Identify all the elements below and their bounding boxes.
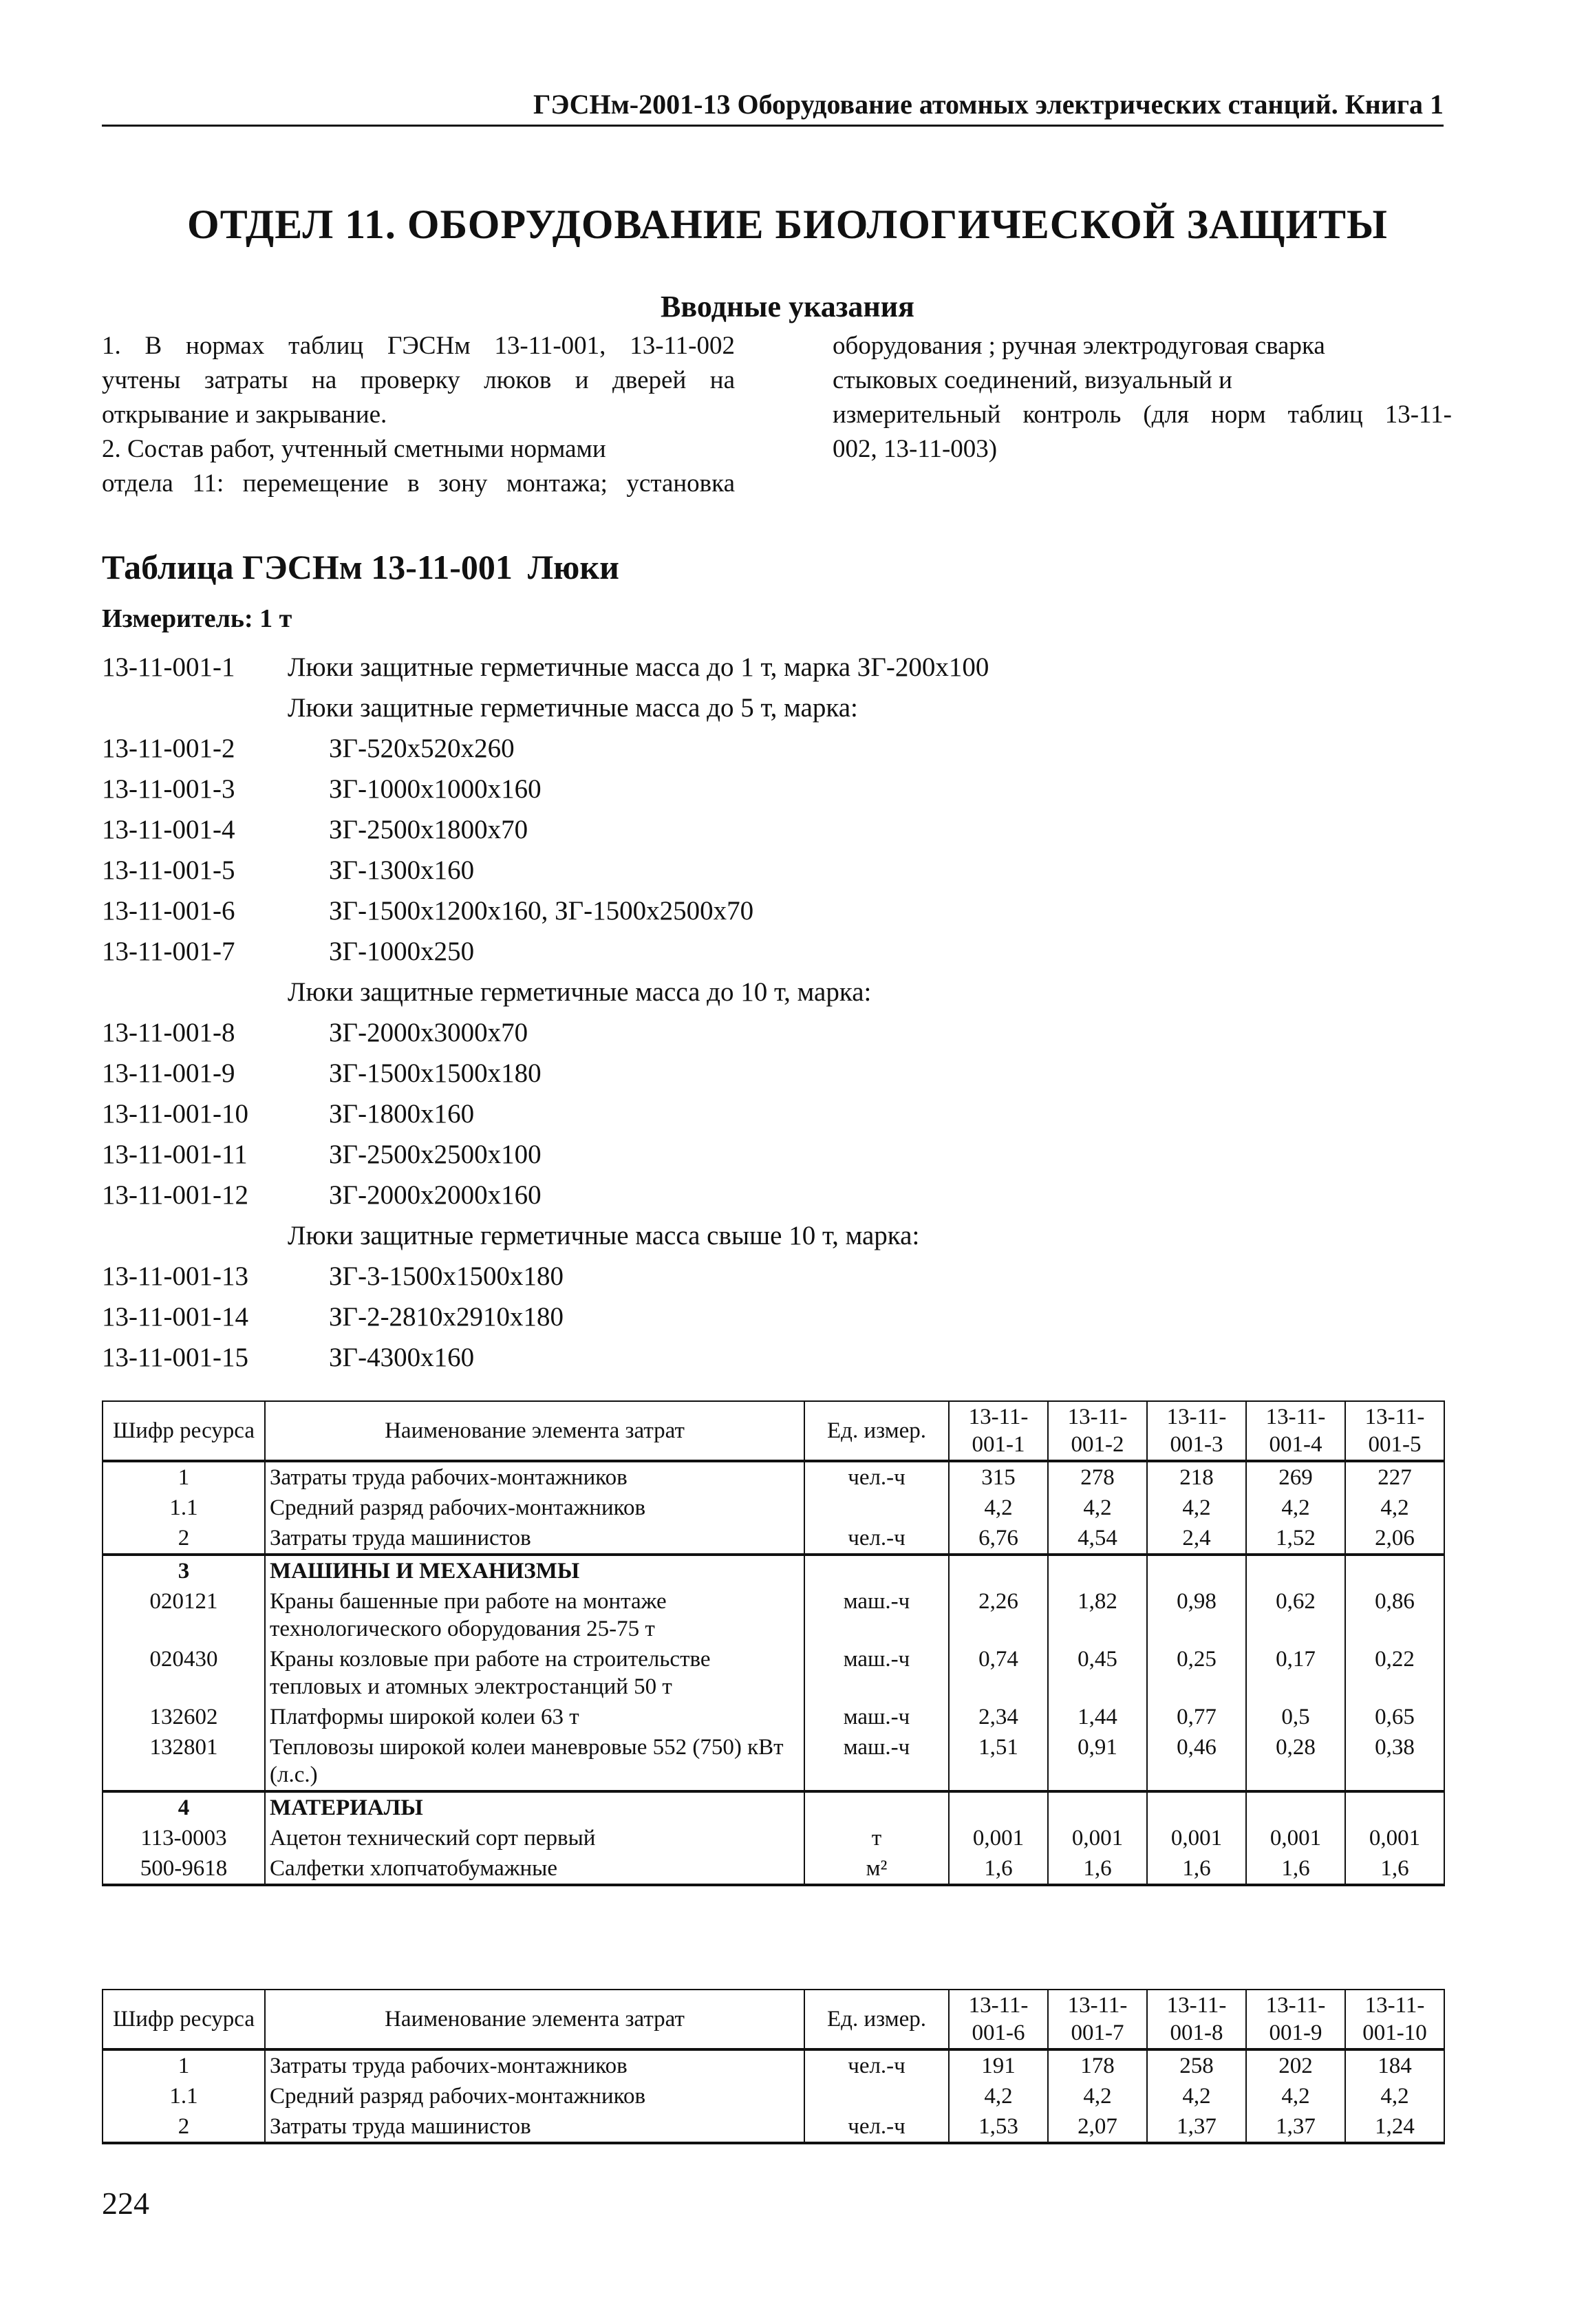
intro-right-column (833, 329, 1452, 467)
resource-code-cell: 2 (103, 2111, 265, 2143)
value-cell: 2,07 (1048, 2111, 1147, 2143)
norm-item-text: Люки защитные герметичные масса до 10 т, марка: (288, 977, 872, 1007)
resource-code-cell: 132602 (103, 1702, 265, 1732)
value-cell: 1,53 (949, 2111, 1048, 2143)
norm-item-text: Люки защитные герметичные масса свыше 10 т, марка: (288, 1221, 920, 1250)
value-cell: 0,001 (1345, 1823, 1444, 1853)
norm-item-code: 13-11-001-9 (102, 1058, 235, 1088)
unit-cell: м² (804, 1853, 949, 1885)
value-cell: 4,54 (1048, 1523, 1147, 1555)
table-row (103, 1461, 1444, 1493)
resource-code-cell: 3 (103, 1555, 265, 1586)
intro-line: оборудования ; ручная электродуговая сварка (833, 332, 1325, 360)
value-cell: 1,51 (949, 1732, 1048, 1791)
value-cell: 218 (1147, 1461, 1246, 1493)
section-title: ОТДЕЛ 11. ОБОРУДОВАНИЕ БИОЛОГИЧЕСКОЙ ЗАЩИТЫ (187, 202, 1388, 247)
intro-line: учтены затраты на проверку люков и дверей на (102, 366, 735, 394)
page-number: 224 (102, 2186, 149, 2221)
table-row (103, 1523, 1444, 1555)
norm-item (102, 850, 1444, 891)
norm-item-text: ЗГ-1800х160 (329, 1099, 475, 1129)
value-cell: 0,65 (1345, 1702, 1444, 1732)
unit-cell: чел.-ч (804, 2111, 949, 2143)
resource-code-cell: 2 (103, 1523, 265, 1555)
table-header-cell: 13-11-001-3 (1147, 1401, 1246, 1461)
value-cell: 1,37 (1246, 2111, 1345, 2143)
norm-item-text: ЗГ-2500х1800х70 (329, 815, 528, 844)
resource-name-cell: Затраты труда машинистов (265, 2111, 804, 2143)
norm-item-code: 13-11-001-2 (102, 734, 235, 763)
value-cell (1246, 1555, 1345, 1586)
norm-item-text: ЗГ-1500х1200х160, ЗГ-1500х2500х70 (329, 896, 754, 926)
value-cell (1345, 1791, 1444, 1823)
table-row (103, 1702, 1444, 1732)
resource-code-cell: 020430 (103, 1644, 265, 1702)
value-cell: 1,52 (1246, 1523, 1345, 1555)
resource-code-cell: 132801 (103, 1732, 265, 1791)
resource-code-cell: 500-9618 (103, 1853, 265, 1885)
table-row (103, 1586, 1444, 1644)
table-header-cell: Ед. измер. (804, 1990, 949, 2049)
value-cell (1246, 1791, 1345, 1823)
unit-cell: маш.-ч (804, 1702, 949, 1732)
norm-item (102, 1012, 1444, 1053)
resource-name-cell: Средний разряд рабочих-монтажников (265, 1493, 804, 1523)
intro-line: 002, 13-11-003) (833, 435, 998, 463)
norm-items-list (102, 647, 1444, 1378)
table-row (103, 1493, 1444, 1523)
resource-table-1 (102, 1400, 1445, 1886)
value-cell: 4,2 (1345, 1493, 1444, 1523)
value-cell: 0,91 (1048, 1732, 1147, 1791)
unit-cell: чел.-ч (804, 2049, 949, 2081)
value-cell: 0,62 (1246, 1586, 1345, 1644)
value-cell (1147, 1555, 1246, 1586)
intro-line: стыковых соединений, визуальный и (833, 366, 1232, 394)
value-cell: 4,2 (949, 2081, 1048, 2111)
resource-name-cell: МАТЕРИАЛЫ (265, 1791, 804, 1823)
resource-code-cell: 1 (103, 2049, 265, 2081)
value-cell: 0,25 (1147, 1644, 1246, 1702)
table-header-cell: 13-11-001-10 (1345, 1990, 1444, 2049)
unit-cell (804, 1555, 949, 1586)
resource-name-cell: Тепловозы широкой колеи маневровые 552 (750) кВт (л.с.) (265, 1732, 804, 1791)
value-cell: 4,2 (1246, 1493, 1345, 1523)
table-title-name: Люки (527, 548, 619, 586)
value-cell: 1,6 (1048, 1853, 1147, 1885)
table-row (103, 1853, 1444, 1885)
norm-item-code: 13-11-001-15 (102, 1343, 249, 1372)
resource-name-cell: Затраты труда машинистов (265, 1523, 804, 1555)
value-cell (1048, 1555, 1147, 1586)
norm-item (102, 809, 1444, 850)
norm-item (102, 972, 1444, 1012)
value-cell: 269 (1246, 1461, 1345, 1493)
resource-name-cell: Средний разряд рабочих-монтажников (265, 2081, 804, 2111)
norm-item-text: ЗГ-2500х2500х100 (329, 1140, 542, 1169)
table-row (103, 1791, 1444, 1823)
value-cell: 0,22 (1345, 1644, 1444, 1702)
norm-item-text: ЗГ-2000х2000х160 (329, 1180, 542, 1210)
table-title (102, 547, 634, 587)
norm-item (102, 1053, 1444, 1094)
table-header-cell: 13-11-001-1 (949, 1401, 1048, 1461)
norm-item-text: ЗГ-1000х250 (329, 937, 475, 966)
value-cell: 0,17 (1246, 1644, 1345, 1702)
norm-item (102, 1215, 1444, 1256)
unit-cell (804, 1493, 949, 1523)
table-header-row (103, 1401, 1444, 1461)
value-cell: 1,37 (1147, 2111, 1246, 2143)
norm-item-text: Люки защитные герметичные масса до 1 т, марка ЗГ-200х100 (288, 652, 989, 682)
norm-item (102, 1175, 1444, 1215)
norm-item (102, 1256, 1444, 1297)
value-cell: 2,26 (949, 1586, 1048, 1644)
value-cell: 2,4 (1147, 1523, 1246, 1555)
value-cell (949, 1555, 1048, 1586)
norm-item-code: 13-11-001-11 (102, 1140, 248, 1169)
unit-cell: маш.-ч (804, 1732, 949, 1791)
table-header-cell: 13-11-001-7 (1048, 1990, 1147, 2049)
norm-item-code: 13-11-001-12 (102, 1180, 249, 1210)
unit-cell: маш.-ч (804, 1586, 949, 1644)
resource-code-cell: 1.1 (103, 2081, 265, 2111)
value-cell: 258 (1147, 2049, 1246, 2081)
norm-item (102, 687, 1444, 728)
table-row (103, 2049, 1444, 2081)
norm-item-code: 13-11-001-8 (102, 1018, 235, 1047)
norm-item (102, 1337, 1444, 1378)
unit-cell: т (804, 1823, 949, 1853)
norm-item (102, 1134, 1444, 1175)
value-cell: 4,2 (949, 1493, 1048, 1523)
table-header-row (103, 1990, 1444, 2049)
value-cell: 6,76 (949, 1523, 1048, 1555)
resource-table-2 (102, 1989, 1445, 2144)
value-cell: 4,2 (1246, 2081, 1345, 2111)
value-cell: 0,38 (1345, 1732, 1444, 1791)
norm-item-text: ЗГ-3-1500х1500х180 (329, 1261, 564, 1291)
intro-line: 2. Состав работ, учтенный сметными нормами (102, 435, 606, 463)
norm-item-code: 13-11-001-5 (102, 855, 235, 885)
value-cell: 178 (1048, 2049, 1147, 2081)
value-cell: 315 (949, 1461, 1048, 1493)
table-header-cell: 13-11-001-2 (1048, 1401, 1147, 1461)
norm-item-code: 13-11-001-7 (102, 937, 235, 966)
value-cell (1147, 1791, 1246, 1823)
norm-item (102, 931, 1444, 972)
norm-item-code: 13-11-001-3 (102, 774, 235, 804)
table-header-cell: 13-11-001-4 (1246, 1401, 1345, 1461)
norm-item (102, 769, 1444, 809)
table-header-cell: 13-11-001-9 (1246, 1990, 1345, 2049)
norm-item-text: Люки защитные герметичные масса до 5 т, марка: (288, 693, 858, 723)
value-cell: 1,6 (1147, 1853, 1246, 1885)
table-header-cell: 13-11-001-8 (1147, 1990, 1246, 2049)
norm-item-text: ЗГ-1300х160 (329, 855, 475, 885)
norm-item-text: ЗГ-2000х3000х70 (329, 1018, 528, 1047)
resource-name-cell: Салфетки хлопчатобумажные (265, 1853, 804, 1885)
unit-cell: чел.-ч (804, 1461, 949, 1493)
resource-code-cell: 1 (103, 1461, 265, 1493)
table-header-cell: Шифр ресурса (103, 1401, 265, 1461)
table-header-cell: Наименование элемента затрат (265, 1401, 804, 1461)
table-row (103, 1555, 1444, 1586)
resource-code-cell: 4 (103, 1791, 265, 1823)
value-cell (1345, 1555, 1444, 1586)
norm-item (102, 647, 1444, 687)
intro-left-column (102, 329, 735, 501)
value-cell: 278 (1048, 1461, 1147, 1493)
resource-name-cell: Краны башенные при работе на монтаже технологического оборудования 25-75 т (265, 1586, 804, 1644)
table-title-label: Таблица ГЭСНм 13-11-001 (102, 548, 513, 586)
resource-name-cell: Краны козловые при работе на строительстве тепловых и атомных электростанций 50 т (265, 1644, 804, 1702)
value-cell: 4,2 (1048, 1493, 1147, 1523)
unit-cell: маш.-ч (804, 1644, 949, 1702)
norm-item-text: ЗГ-4300х160 (329, 1343, 475, 1372)
norm-item (102, 891, 1444, 931)
value-cell: 2,06 (1345, 1523, 1444, 1555)
value-cell: 4,2 (1048, 2081, 1147, 2111)
value-cell: 0,001 (1147, 1823, 1246, 1853)
table-row (103, 1732, 1444, 1791)
table-row (103, 1644, 1444, 1702)
resource-code-cell: 020121 (103, 1586, 265, 1644)
value-cell: 0,86 (1345, 1586, 1444, 1644)
value-cell: 0,001 (1048, 1823, 1147, 1853)
norm-item-code: 13-11-001-1 (102, 652, 235, 682)
value-cell: 184 (1345, 2049, 1444, 2081)
table-header-cell: Наименование элемента затрат (265, 1990, 804, 2049)
measure-unit (102, 604, 292, 634)
norm-item (102, 728, 1444, 769)
value-cell: 2,34 (949, 1702, 1048, 1732)
value-cell: 0,45 (1048, 1644, 1147, 1702)
intro-line: отдела 11: перемещение в зону монтажа; установка (102, 469, 735, 498)
norm-item-text: ЗГ-2-2810х2910х180 (329, 1302, 564, 1332)
value-cell: 4,2 (1147, 1493, 1246, 1523)
intro-heading: Вводные указания (661, 290, 914, 323)
norm-item-code: 13-11-001-6 (102, 896, 235, 926)
value-cell (949, 1791, 1048, 1823)
intro-line: 1. В нормах таблиц ГЭСНм 13-11-001, 13-11-002 (102, 332, 735, 360)
intro-line: открывание и закрывание. (102, 401, 387, 429)
value-cell: 0,28 (1246, 1732, 1345, 1791)
norm-item-code: 13-11-001-13 (102, 1261, 249, 1291)
value-cell: 202 (1246, 2049, 1345, 2081)
table-row (103, 2111, 1444, 2143)
norm-item-text: ЗГ-520х520х260 (329, 734, 515, 763)
norm-item-code: 13-11-001-10 (102, 1099, 249, 1129)
value-cell: 0,001 (949, 1823, 1048, 1853)
value-cell: 1,6 (1246, 1853, 1345, 1885)
table-row (103, 1823, 1444, 1853)
unit-cell (804, 1791, 949, 1823)
table-header-cell: 13-11-001-5 (1345, 1401, 1444, 1461)
value-cell: 1,44 (1048, 1702, 1147, 1732)
measure-unit-value: 1 т (259, 604, 292, 633)
value-cell (1048, 1791, 1147, 1823)
value-cell: 191 (949, 2049, 1048, 2081)
measure-unit-label: Измеритель: (102, 604, 253, 633)
value-cell: 1,24 (1345, 2111, 1444, 2143)
value-cell: 227 (1345, 1461, 1444, 1493)
value-cell: 0,001 (1246, 1823, 1345, 1853)
resource-name-cell: Затраты труда рабочих-монтажников (265, 1461, 804, 1493)
resource-name-cell: Ацетон технический сорт первый (265, 1823, 804, 1853)
norm-item-code: 13-11-001-4 (102, 815, 235, 844)
intro-line: измерительный контроль (для норм таблиц 13-11- (833, 401, 1452, 429)
value-cell: 0,5 (1246, 1702, 1345, 1732)
value-cell: 1,82 (1048, 1586, 1147, 1644)
norm-item (102, 1094, 1444, 1134)
value-cell: 1,6 (949, 1853, 1048, 1885)
norm-item (102, 1297, 1444, 1337)
table-row (103, 2081, 1444, 2111)
norm-item-code: 13-11-001-14 (102, 1302, 249, 1332)
resource-name-cell: Платформы широкой колеи 63 т (265, 1702, 804, 1732)
resource-name-cell: МАШИНЫ И МЕХАНИЗМЫ (265, 1555, 804, 1586)
norm-item-text: ЗГ-1500х1500х180 (329, 1058, 542, 1088)
value-cell: 0,77 (1147, 1702, 1246, 1732)
resource-code-cell: 113-0003 (103, 1823, 265, 1853)
value-cell: 0,74 (949, 1644, 1048, 1702)
resource-code-cell: 1.1 (103, 1493, 265, 1523)
table-header-cell: 13-11-001-6 (949, 1990, 1048, 2049)
value-cell: 4,2 (1147, 2081, 1246, 2111)
value-cell: 4,2 (1345, 2081, 1444, 2111)
running-header: ГЭСНм-2001-13 Оборудование атомных электрических станций. Книга 1 (102, 88, 1444, 127)
resource-name-cell: Затраты труда рабочих-монтажников (265, 2049, 804, 2081)
value-cell: 0,46 (1147, 1732, 1246, 1791)
unit-cell (804, 2081, 949, 2111)
table-header-cell: Ед. измер. (804, 1401, 949, 1461)
value-cell: 1,6 (1345, 1853, 1444, 1885)
value-cell: 0,98 (1147, 1586, 1246, 1644)
table-header-cell: Шифр ресурса (103, 1990, 265, 2049)
unit-cell: чел.-ч (804, 1523, 949, 1555)
norm-item-text: ЗГ-1000х1000х160 (329, 774, 542, 804)
